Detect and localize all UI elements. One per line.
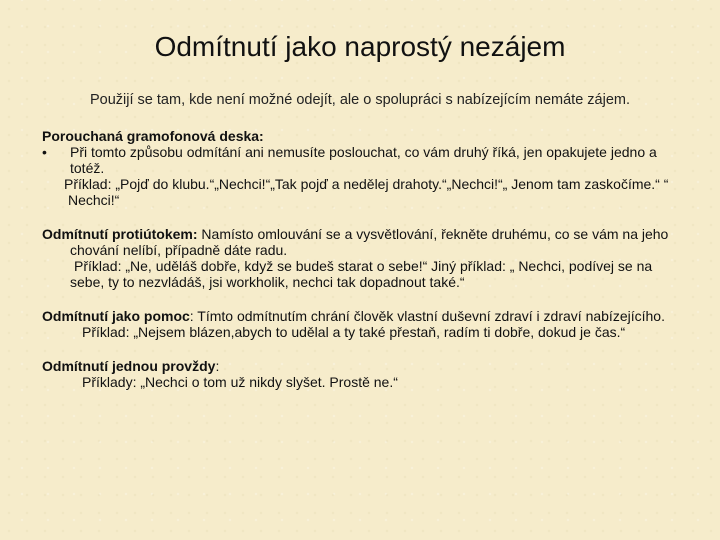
section-once-and-for-all <box>42 358 682 390</box>
section-heading: Odmítnutí jako pomoc <box>42 308 190 324</box>
section-example: Příklad: „Nejsem blázen,abych to udělal a ty také přestaň, radím ti dobře, dokud je čas.“ <box>82 324 626 340</box>
section-heading: Odmítnutí protiútokem: <box>42 226 198 242</box>
section-paragraph <box>42 308 682 324</box>
section-text: Namísto omlouvání se a vysvětlování, řekněte druhému, co se vám na jeho chování nelíbí, případně dáte radu. <box>70 226 669 258</box>
section-example: Příklad: „Pojď do klubu.“„Nechci!“„Tak pojď a nedělej drahoty.“„Nechci!“„ Jenom tam zaskočíme.“ “ Nechci!“ <box>64 176 669 208</box>
section-text: : <box>215 358 220 374</box>
section-text: : Tímto odmítnutím chrání člověk vlastní duševní zdraví i zdraví nabízejícího. <box>189 308 665 324</box>
bullet-symbol: • <box>42 144 47 160</box>
section-heading: Odmítnutí jednou provždy <box>42 358 216 374</box>
section-broken-record <box>42 128 682 208</box>
slide-body <box>42 128 682 408</box>
section-heading: Porouchaná gramofonová deska: <box>42 128 264 144</box>
slide-title: Odmítnutí jako naprostý nezájem <box>154 31 566 62</box>
bullet-item <box>42 144 682 176</box>
slide-subtitle: Použijí se tam, kde není možné odejít, ale o spolupráci s nabízejícím nemáte zájem. <box>90 92 630 108</box>
section-counterattack <box>42 226 682 290</box>
bullet-text: Při tomto způsobu odmítání ani nemusíte poslouchat, co vám druhý říká, jen opakujete jedno a totéž. <box>70 144 657 176</box>
section-as-help <box>42 308 682 340</box>
section-example: Příklad: „Ne, uděláš dobře, když se budeš starat o sebe!“ Jiný příklad: „ Nechci, podívej se na sebe, ty to nezvládáš, jsi workholik, nechci tak dopadnout také.“ <box>70 258 653 290</box>
section-example: Příklady: „Nechci o tom už nikdy slyšet. Prostě ne.“ <box>82 374 398 390</box>
section-paragraph <box>42 226 682 258</box>
section-paragraph <box>42 358 682 374</box>
